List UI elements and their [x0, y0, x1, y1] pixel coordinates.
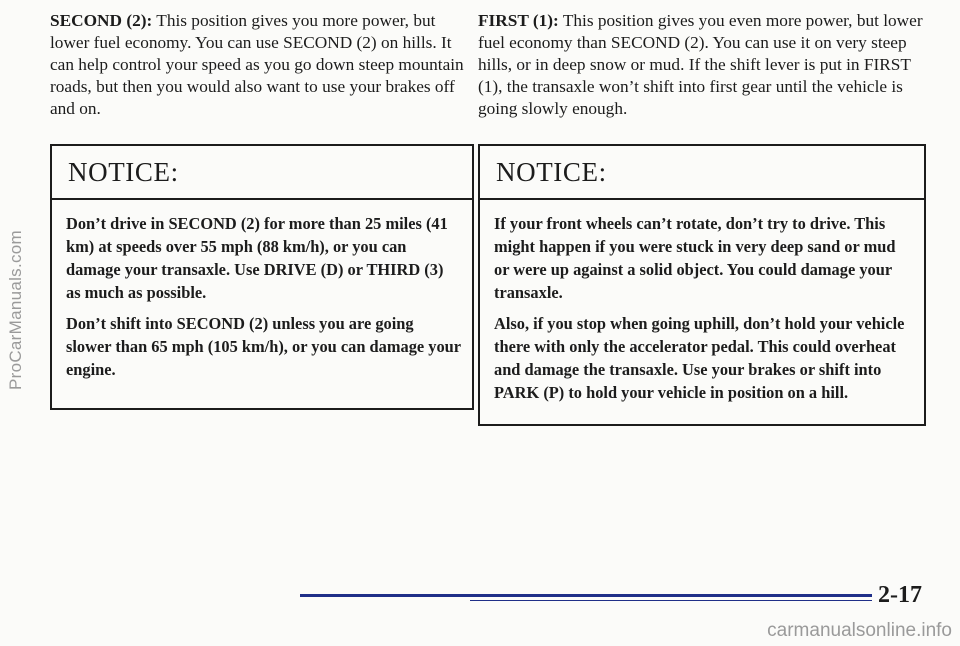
second-gear-paragraph [50, 10, 474, 120]
notice-paragraph: Also, if you stop when going uphill, don’t hold your vehicle there with only the accelerator pedal. This could overheat and damage the transaxle. Use your brakes or shift into PARK (P) to hold your vehicle in position on a hill. [494, 314, 905, 402]
right-column [478, 10, 926, 402]
notice-title: NOTICE: [52, 146, 472, 200]
notice-body [52, 200, 472, 381]
left-column [50, 10, 474, 379]
notice-paragraph: Don’t drive in SECOND (2) for more than 25 miles (41 km) at speeds over 55 mph (88 km/h), or you can damage your transaxle. Use DRIVE (D) or THIRD (3) as much as possible. [66, 214, 448, 302]
bottom-watermark: carmanualsonline.info [767, 620, 952, 641]
footer-rule-thin [470, 600, 872, 601]
second-gear-text: This position gives you more power, but lower fuel economy. You can use SECOND (2) on hills. It can help control your speed as you go down steep mountain roads, but then you would also want to use your brakes off and on. [50, 11, 464, 118]
first-gear-notice-box [478, 144, 926, 426]
first-gear-paragraph [478, 10, 926, 120]
side-watermark: ProCarManuals.com [6, 229, 25, 391]
notice-paragraph: Don’t shift into SECOND (2) unless you are going slower than 65 mph (105 km/h), or you can damage your engine. [66, 314, 461, 379]
second-gear-heading: SECOND (2): [50, 11, 153, 30]
second-gear-notice-box [50, 144, 474, 410]
footer-rule [300, 594, 872, 597]
notice-paragraph: If your front wheels can’t rotate, don’t try to drive. This might happen if you were stuck in very deep sand or mud or were up against a solid object. You could damage your transaxle. [494, 214, 896, 302]
page-number: 2-17 [878, 582, 922, 608]
first-gear-heading: FIRST (1): [478, 11, 559, 30]
notice-body [480, 200, 924, 404]
first-gear-text: This position gives you even more power, but lower fuel economy than SECOND (2). You can use it on very steep hills, or in deep snow or mud. If the shift lever is put in FIRST (1), the transaxle won’t shift into first gear until the vehicle is going slowly enough. [478, 11, 923, 118]
notice-title: NOTICE: [480, 146, 924, 200]
